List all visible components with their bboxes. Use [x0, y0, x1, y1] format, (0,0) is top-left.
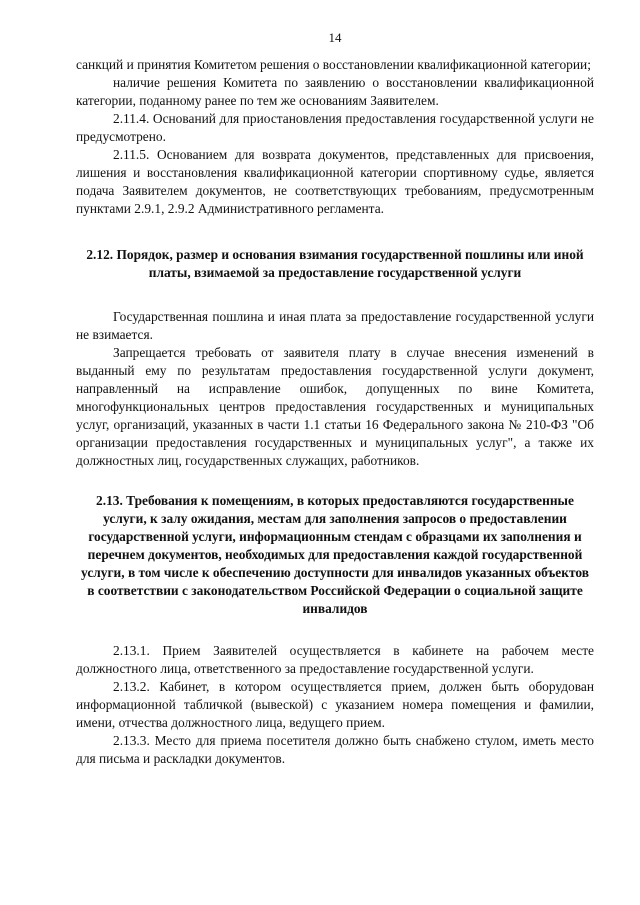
paragraph-fee-prohibited: Запрещается требовать от заявителя плату в случае внесения изменений в выданный ему по результатам предоставления государственной услуги документ, направленный на исправление ошибок, допущенных по вине Комитета, многофункциональных центров предоставления государственных и муниципальных услуг, организаций, указанных в части 1.1 статьи 16 Федерального закона № 210-ФЗ "Об организации предоставления государственных и муниципальных услуг", а также их должностных лиц, государственных служащих, работников.: [76, 345, 594, 468]
paragraph-sanctions: санкций и принятия Комитетом решения о восстановлении квалификационной категории;: [76, 57, 591, 72]
paragraph-2-13-3: 2.13.3. Место для приема посетителя должно быть снабжено стулом, иметь место для письма и раскладки документов.: [76, 733, 594, 766]
page-number: 14: [328, 30, 342, 45]
paragraph-2-11-5: 2.11.5. Основанием для возврата документов, представленных для присвоения, лишения и восстановления квалификационной категории спортивному судье, является подача Заявителем документов, не соответствующих требованиям, предусмотренным пунктами 2.9.1, 2.9.2 Административного регламента.: [76, 147, 594, 216]
document-body: [76, 56, 594, 768]
paragraph-2-13-2: 2.13.2. Кабинет, в котором осуществляется прием, должен быть оборудован информационной табличкой (вывеской) с указанием номера помещения и фамилии, имени, отчества должностного лица, ведущего прием.: [76, 679, 594, 730]
section-heading-2-12: 2.12. Порядок, размер и основания взимания государственной пошлины или иной платы, взимаемой за предоставление государственной услуги: [86, 247, 584, 280]
paragraph-committee-decision: наличие решения Комитета по заявлению о восстановлении квалификационной категории, поданному ранее по тем же основаниям Заявителем.: [76, 75, 594, 108]
document-page: [76, 0, 594, 905]
section-heading-2-13: 2.13. Требования к помещениям, в которых предоставляются государственные услуги, к залу ожидания, местам для заполнения запросов о предоставлении государственной услуги, информационным стендам с образцами их заполнения и перечнем документов, необходимых для предоставления каждой государственной услуги, в том числе к обеспечению доступности для инвалидов указанных объектов в соответствии с законодательством Российской Федерации о социальной защите инвалидов: [81, 493, 589, 616]
paragraph-2-11-4: 2.11.4. Оснований для приостановления предоставления государственной услуги не предусмотрено.: [76, 111, 594, 144]
paragraph-2-13-1: 2.13.1. Прием Заявителей осуществляется в кабинете на рабочем месте должностного лица, ответственного за предоставление государственной услуги.: [76, 643, 594, 676]
paragraph-fee-not-charged: Государственная пошлина и иная плата за предоставление государственной услуги не взимается.: [76, 309, 594, 342]
